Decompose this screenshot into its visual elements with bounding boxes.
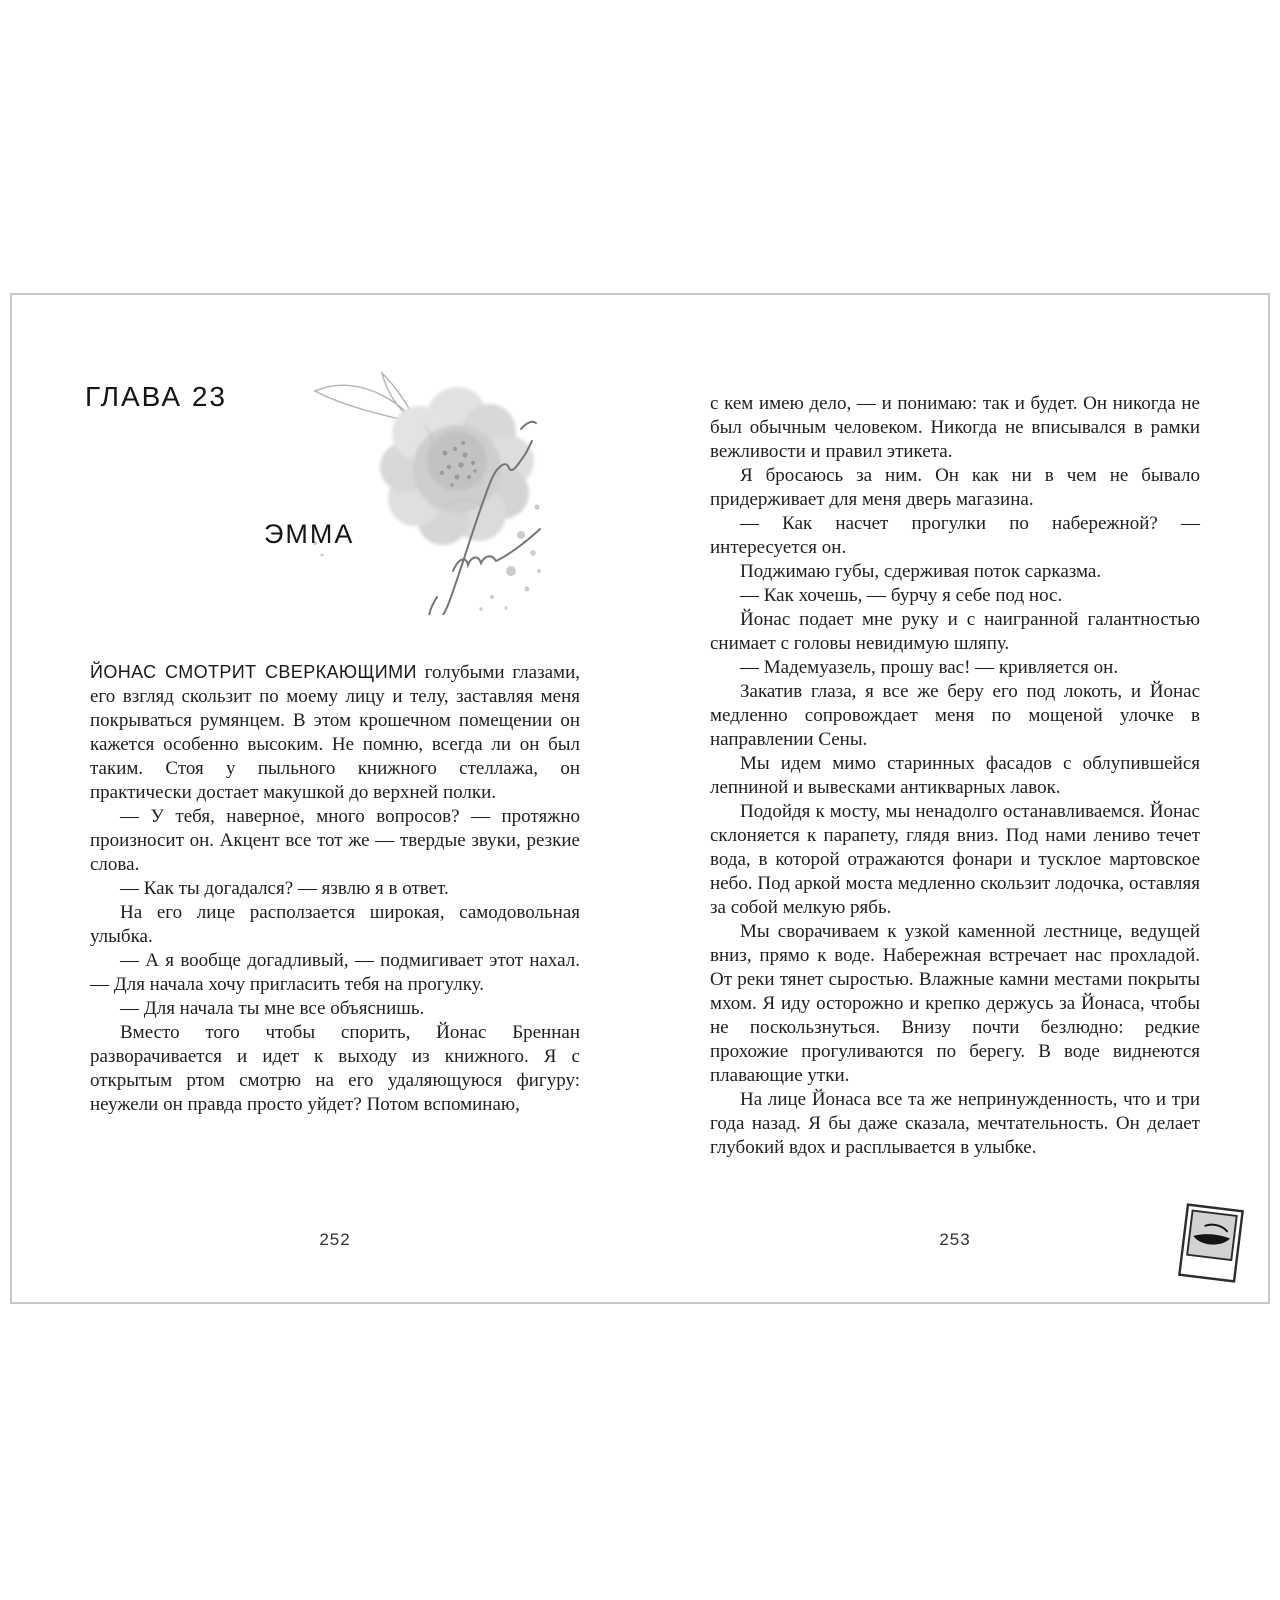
body-paragraph: — Для начала ты мне все объяснишь. xyxy=(120,998,425,1019)
left-page-body xyxy=(90,660,580,1117)
page-border-frame xyxy=(10,293,1270,1304)
body-paragraph: — А я вообще догадливый, — подмигивает этот нахал. — Для начала хочу пригласить тебя на прогулку. xyxy=(90,950,580,995)
body-paragraph: На лице Йонаса все та же непринужденность, что и три года назад. Я бы даже сказала, мечтательность. Он делает глубокий вдох и расплывается в улыбке. xyxy=(710,1089,1200,1158)
body-paragraph: Йонас подает мне руку и с наигранной галантностью снимает с головы невидимую шляпу. xyxy=(710,609,1200,654)
lead-paragraph-rest: голубыми глазами, его взгляд скользит по моему лицу и телу, заставляя меня покрываться румянцем. В этом крошечном помещении он кажется особенно высоким. Не помню, всегда ли он был таким. Стоя у пыльного книжного стеллажа, он практически достает макушкой до верхней полки. xyxy=(90,662,580,803)
body-paragraph: с кем имею дело, — и понимаю: так и будет. Он никогда не был обычным человеком. Никогда не вписывался в рамки вежливости и правил этикета. xyxy=(710,393,1200,462)
body-paragraph: — Как ты догадался? — язвлю я в ответ. xyxy=(120,878,449,899)
body-paragraph: — Как насчет прогулки по набережной? — интересуется он. xyxy=(710,513,1200,558)
body-paragraph: Поджимаю губы, сдерживая поток сарказма. xyxy=(740,561,1102,582)
body-paragraph: — Мадемуазель, прошу вас! — кривляется он. xyxy=(740,657,1119,678)
page-number-right: 253 xyxy=(939,1230,971,1249)
body-paragraph: Мы идем мимо старинных фасадов с облупившейся лепниной и вывесками антикварных лавок. xyxy=(710,753,1200,798)
page-number-left: 252 xyxy=(319,1230,351,1249)
body-paragraph: — Как хочешь, — бурчу я себе под нос. xyxy=(740,585,1063,606)
body-paragraph: Закатив глаза, я все же беру его под локоть, и Йонас медленно сопровождает меня по мощеной улочке в направлении Сены. xyxy=(710,681,1200,750)
chapter-title: ГЛАВА 23 xyxy=(85,381,227,412)
peony-flower-icon xyxy=(285,365,545,615)
pov-name: ЭММА xyxy=(264,519,355,549)
body-paragraph: На его лице расползается широкая, самодовольная улыбка. xyxy=(90,902,580,947)
body-paragraph: Я бросаюсь за ним. Он как ни в чем не бывало придерживает для меня дверь магазина. xyxy=(710,465,1200,510)
left-paragraph-list xyxy=(90,805,580,1117)
body-paragraph: — У тебя, наверное, много вопросов? — протяжно произносит он. Акцент все тот же — твердые звуки, резкие слова. xyxy=(90,806,580,875)
polaroid-photo-icon xyxy=(1178,1203,1245,1284)
lead-in-caps: ЙОНАС СМОТРИТ СВЕРКАЮЩИМИ xyxy=(90,662,417,682)
right-page-body xyxy=(710,392,1200,1160)
body-paragraph: Мы сворачиваем к узкой каменной лестнице, ведущей вниз, прямо к воде. Набережная встречает нас прохладой. От реки тянет сыростью. Влажные камни местами покрыты мхом. Я иду осторожно и крепко держусь за Йонаса, чтобы не поскользнуться. Внизу почти безлюдно: редкие прохожие прогуливаются по берегу. В воде виднеются плавающие утки. xyxy=(710,921,1200,1086)
peony-bloom xyxy=(380,387,534,545)
lead-paragraph xyxy=(90,660,580,805)
body-paragraph: Подойдя к мосту, мы ненадолго останавливаемся. Йонас склоняется к парапету, глядя вниз. Под нами лениво течет вода, в которой отражаются фонари и тусклое мартовское небо. Под аркой моста медленно скользит лодочка, оставляя за собой мелкую рябь. xyxy=(710,801,1200,918)
body-paragraph: Вместо того чтобы спорить, Йонас Бреннан разворачивается и идет к выходу из книжного. Я с открытым ртом смотрю на его удаляющуюся фигуру: неужели он правда просто уйдет? Потом вспоминаю, xyxy=(90,1022,580,1115)
